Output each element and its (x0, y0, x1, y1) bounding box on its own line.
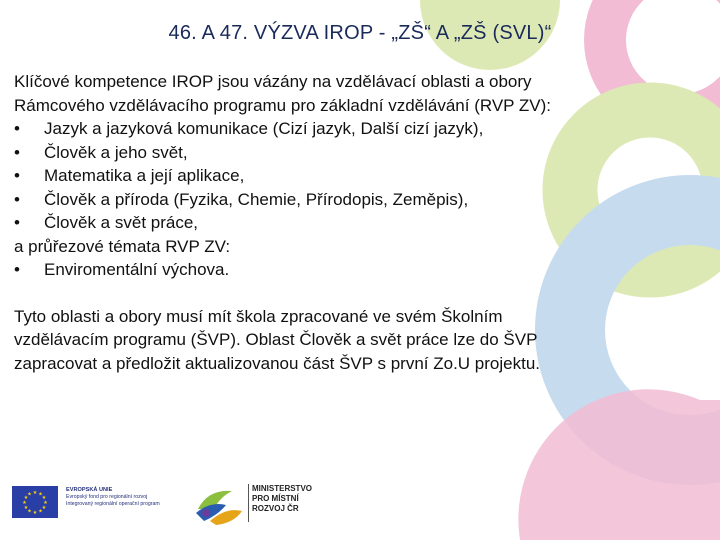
list-item (14, 117, 704, 141)
eu-logo-line: EVROPSKÁ UNIE (66, 487, 113, 493)
svg-text:★: ★ (22, 500, 27, 506)
svg-text:★: ★ (23, 505, 29, 511)
slide-title: 46. A 47. VÝZVA IROP - „ZŠ“ A „ZŠ (SVL)“ (168, 22, 552, 44)
cross-heading: a průřezové témata RVP ZV: (14, 236, 231, 256)
bullet-icon: • (14, 142, 20, 162)
list-item-text: Člověk a příroda (Fyzika, Chemie, Přírodopis, Zeměpis), (44, 189, 469, 209)
mmr-separator (248, 484, 249, 522)
bullet-icon: • (14, 260, 20, 279)
mmr-logo-line: PRO MÍSTNÍ (252, 494, 299, 503)
list-item (14, 188, 704, 212)
mmr-logo-icon (192, 483, 248, 527)
intro-line: Rámcového vzdělávacího programu pro základní vzdělávání (RVP ZV): (14, 95, 552, 115)
closing-line: Tyto oblasti a obory musí mít škola zpracované ve svém Školním (14, 306, 503, 326)
logo-footer (0, 482, 720, 540)
list-item (14, 164, 704, 188)
mmr-logo-text (252, 484, 312, 514)
spacer (14, 282, 704, 305)
eu-flag-icon (12, 486, 58, 518)
svg-text:★: ★ (32, 510, 38, 516)
svg-text:★: ★ (27, 491, 32, 498)
svg-text:★: ★ (41, 505, 47, 511)
svg-text:★: ★ (27, 508, 32, 515)
svg-text:★: ★ (23, 495, 29, 501)
list-item (14, 258, 704, 282)
svg-text:★: ★ (38, 508, 43, 515)
bullet-icon: • (14, 119, 20, 138)
eu-logo-line: Integrovaný regionální operační program (66, 501, 160, 507)
list-item (14, 211, 704, 235)
slide-body (14, 70, 704, 375)
list-item (14, 141, 704, 165)
eu-logo-text (66, 487, 186, 508)
bullet-icon: • (14, 166, 20, 185)
svg-text:★: ★ (41, 495, 47, 501)
intro-line: Klíčové kompetence IROP jsou vázány na vzdělávací oblasti a obory (14, 72, 532, 91)
list-item-text: Člověk a svět práce, (44, 213, 199, 232)
list-item-text: Jazyk a jazyková komunikace (Cizí jazyk, Další cizí jazyk), (44, 119, 484, 138)
closing-line: vzdělávacím programu (ŠVP). Oblast Člověk a svět práce lze do ŠVP (14, 330, 538, 349)
bullet-icon: • (14, 213, 20, 232)
list-item-text: Enviromentální výchova. (44, 260, 230, 279)
list-item-text: Matematika a její aplikace, (44, 166, 245, 185)
list-item-text: Člověk a jeho svět, (44, 142, 188, 162)
bullet-icon: • (14, 189, 20, 209)
svg-text:★: ★ (43, 500, 48, 506)
svg-text:★: ★ (38, 491, 43, 498)
mmr-logo-line: ROZVOJ ČR (252, 504, 299, 513)
mmr-logo-line: MINISTERSTVO (252, 484, 313, 493)
closing-line: zapracovat a předložit aktualizovanou část ŠVP s první Zo.U projektu. (14, 353, 541, 373)
svg-text:★: ★ (32, 490, 38, 496)
eu-logo-line: Evropský fond pro regionální rozvoj (66, 494, 148, 500)
